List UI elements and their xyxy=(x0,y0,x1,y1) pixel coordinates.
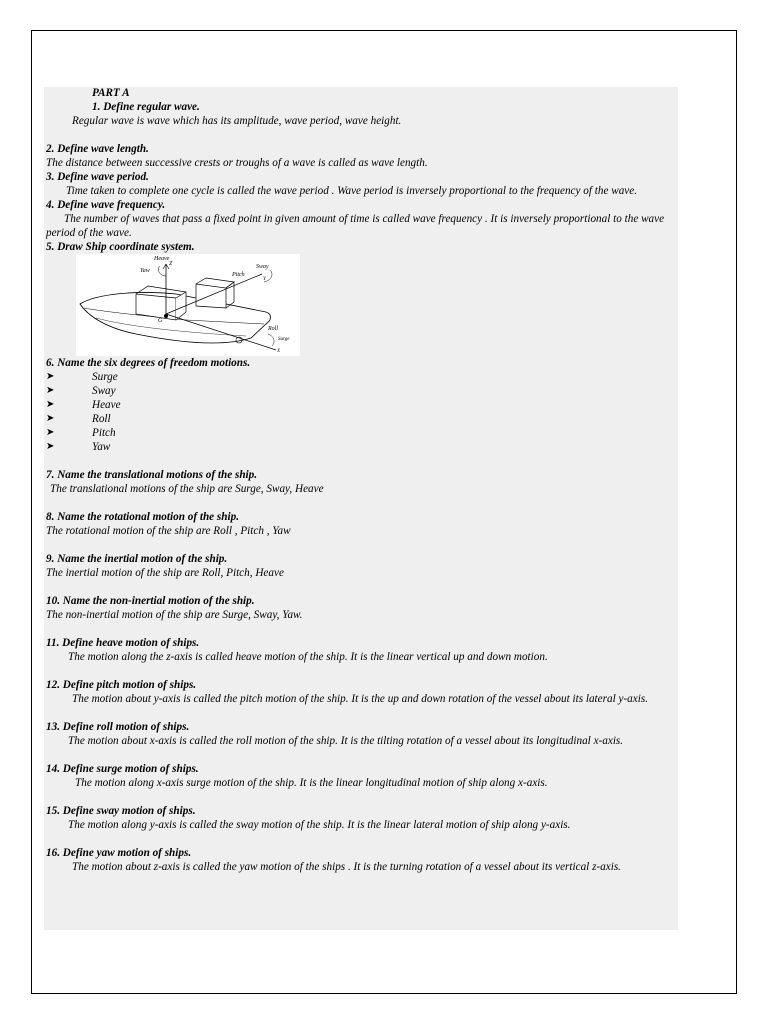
list-item: ➤ Pitch xyxy=(46,427,116,439)
arrow-bullet-icon: ➤ xyxy=(46,413,55,424)
list-item: ➤ Yaw xyxy=(46,441,111,453)
arrow-bullet-icon: ➤ xyxy=(46,371,55,382)
question-4: 4. Define wave frequency. xyxy=(46,199,166,211)
ship-coordinate-diagram xyxy=(76,254,300,356)
answer-15: The motion along y-axis is called the sway motion of the ship. It is the linear lateral motion of ship along y-axis. xyxy=(68,819,571,831)
answer-1: Regular wave is wave which has its amplitude, wave period, wave height. xyxy=(72,115,402,127)
dof-list xyxy=(46,370,678,454)
arrow-bullet-icon: ➤ xyxy=(46,441,55,452)
question-7: 7. Name the translational motions of the ship. xyxy=(46,469,258,481)
answer-14: The motion along x-axis surge motion of the ship. It is the linear longitudinal motion of ship along x-axis. xyxy=(75,777,548,789)
question-8: 8. Name the rotational motion of the ship. xyxy=(46,511,240,523)
arrow-bullet-icon: ➤ xyxy=(46,427,55,438)
question-1: 1. Define regular wave. xyxy=(92,101,200,113)
answer-13: The motion about x-axis is called the roll motion of the ship. It is the tilting rotation of a vessel about its longitudinal x-axis. xyxy=(68,735,624,747)
answer-10: The non-inertial motion of the ship are Surge, Sway, Yaw. xyxy=(46,609,303,621)
question-11: 11. Define heave motion of ships. xyxy=(46,637,200,649)
document-body xyxy=(46,86,678,874)
list-item: ➤ Heave xyxy=(46,399,121,411)
label-yaw: Yaw xyxy=(140,268,150,274)
question-6: 6. Name the six degrees of freedom motions. xyxy=(46,357,251,369)
question-9: 9. Name the inertial motion of the ship. xyxy=(46,553,228,565)
list-item: ➤ Surge xyxy=(46,371,118,383)
label-sway: Sway xyxy=(256,264,269,270)
answer-3: Time taken to complete one cycle is called the wave period . Wave period is inversely proportional to the frequency of the wave. xyxy=(66,185,638,197)
question-14: 14. Define surge motion of ships. xyxy=(46,763,199,775)
answer-11: The motion along the z-axis is called heave motion of the ship. It is the linear vertical up and down motion. xyxy=(68,651,548,663)
question-13: 13. Define roll motion of ships. xyxy=(46,721,190,733)
label-pitch: Pitch xyxy=(232,272,245,278)
question-10: 10. Name the non-inertial motion of the ship. xyxy=(46,595,255,607)
answer-9: The inertial motion of the ship are Roll, Pitch, Heave xyxy=(46,567,284,579)
question-16: 16. Define yaw motion of ships. xyxy=(46,847,192,859)
answer-16: The motion about z-axis is called the yaw motion of the ships . It is the turning rotation of a vessel about its vertical z-axis. xyxy=(72,861,621,873)
answer-7: The translational motions of the ship are Surge, Sway, Heave xyxy=(50,483,324,495)
label-roll: Roll xyxy=(268,326,278,332)
answer-2: The distance between successive crests or troughs of a wave is called as wave length. xyxy=(46,157,428,169)
label-x: X xyxy=(277,349,281,354)
answer-4: The number of waves that pass a fixed point in given amount of time is called wave frequency . It is inversely proportional to the wave period of the wave. xyxy=(46,213,665,239)
label-z: Z xyxy=(169,261,173,267)
list-item: ➤ Roll xyxy=(46,413,111,425)
question-12: 12. Define pitch motion of ships. xyxy=(46,679,197,691)
answer-12: The motion about y-axis is called the pitch motion of the ship. It is the up and down rotation of the vessel about its lateral y-axis. xyxy=(72,693,648,705)
label-y: Y xyxy=(263,277,266,282)
part-title: PART A xyxy=(92,87,130,99)
arrow-bullet-icon: ➤ xyxy=(46,385,55,396)
list-item: ➤ Sway xyxy=(46,385,116,397)
label-heave: Heave xyxy=(154,256,170,262)
question-15: 15. Define sway motion of ships. xyxy=(46,805,196,817)
question-5: 5. Draw Ship coordinate system. xyxy=(46,241,195,253)
label-g: G xyxy=(158,318,163,324)
question-2: 2. Define wave length. xyxy=(46,143,149,155)
question-3: 3. Define wave period. xyxy=(46,171,149,183)
answer-8: The rotational motion of the ship are Roll , Pitch , Yaw xyxy=(46,525,291,537)
arrow-bullet-icon: ➤ xyxy=(46,399,55,410)
label-surge: Surge xyxy=(278,337,290,342)
